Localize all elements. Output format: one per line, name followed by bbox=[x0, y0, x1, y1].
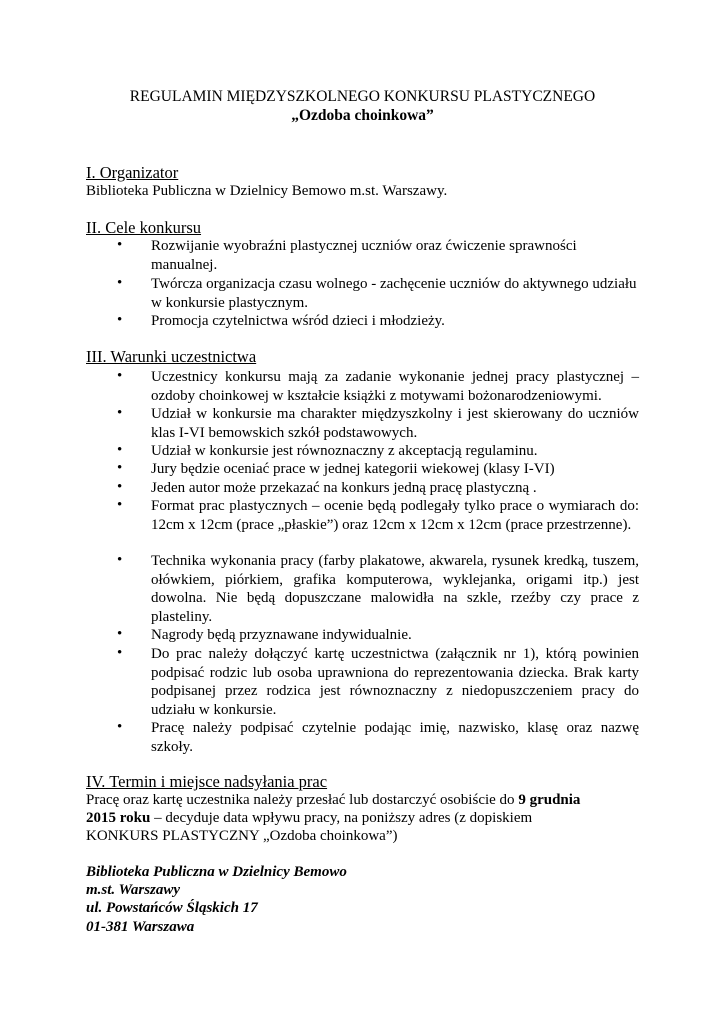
bullet: • bbox=[117, 312, 123, 328]
conditions-item: Nagrody będą przyznawane indywidualnie. bbox=[151, 627, 412, 643]
bullet: • bbox=[117, 479, 123, 495]
bullet: • bbox=[117, 719, 123, 735]
conditions-heading: III. Warunki uczestnictwa bbox=[86, 347, 257, 366]
deadline-heading: IV. Termin i miejsce nadsyłania prac bbox=[86, 772, 328, 791]
conditions-item: Technika wykonania pracy (farby plakatowe, akwarela, rysunek kredką, tuszem, ołówkiem, piórkiem, grafika komputerowa, wyklejanka, origami itp.) jest dowolna. Nie będą dopuszczane malowidła na szkle, rzeźby czy prace z plasteliny. bbox=[151, 553, 639, 625]
goals-heading: II. Cele konkursu bbox=[86, 218, 202, 237]
conditions-item: Pracę należy podpisać czytelnie podając imię, nazwisko, klasę oraz nazwę szkoły. bbox=[151, 720, 639, 755]
deadline-text: – decyduje data wpływu pracy, na poniższy adres (z dopiskiem bbox=[150, 810, 533, 826]
goals-item: Twórcza organizacja czasu wolnego - zachęcenie uczniów do aktywnego udziału w konkursie plastycznym. bbox=[151, 276, 637, 311]
conditions-item: Format prac plastycznych – ocenie będą podlegały tylko prace o wymiarach do: 12cm x 12cm (prace „płaskie”) oraz 12cm x 12cm x 12cm (prace przestrzenne). bbox=[151, 498, 639, 533]
address-line: ul. Powstańców Śląskich 17 bbox=[86, 900, 258, 916]
conditions-item: Udział w konkursie ma charakter międzyszkolny i jest skierowany do uczniów klas I-VI bemowskich szkół podstawowych. bbox=[151, 406, 639, 441]
organizer-text: Biblioteka Publiczna w Dzielnicy Bemowo m.st. Warszawy. bbox=[86, 183, 448, 199]
deadline-text-line: KONKURS PLASTYCZNY „Ozdoba choinkowa”) bbox=[86, 828, 398, 844]
bullet: • bbox=[117, 497, 123, 513]
organizer-heading: I. Organizator bbox=[86, 163, 179, 182]
address-line: m.st. Warszawy bbox=[86, 882, 181, 898]
bullet: • bbox=[117, 237, 123, 253]
deadline-text-line bbox=[86, 810, 532, 827]
conditions-item: Jury będzie oceniać prace w jednej kategorii wiekowej (klasy I-VI) bbox=[151, 461, 555, 477]
conditions-item: Do prac należy dołączyć kartę uczestnictwa (załącznik nr 1), którą powinien podpisać rodzic lub osoba uprawniona do reprezentowania dziecka. Brak karty podpisanej przez rodzica jest równoznaczny z niedopuszczeniem pracy do udziału w konkursie. bbox=[151, 646, 639, 718]
address-line: 01-381 Warszawa bbox=[86, 919, 195, 935]
conditions-item: Jeden autor może przekazać na konkurs jedną pracę plastyczną . bbox=[151, 480, 537, 496]
deadline-date: 9 grudnia bbox=[518, 792, 581, 808]
bullet: • bbox=[117, 275, 123, 291]
document-title: REGULAMIN MIĘDZYSZKOLNEGO KONKURSU PLASTYCZNEGO bbox=[129, 88, 596, 105]
deadline-text-line bbox=[86, 792, 580, 809]
address-line: Biblioteka Publiczna w Dzielnicy Bemowo bbox=[86, 864, 347, 880]
bullet: • bbox=[117, 552, 123, 568]
bullet: • bbox=[117, 645, 123, 661]
bullet: • bbox=[117, 460, 123, 476]
bullet: • bbox=[117, 626, 123, 642]
conditions-item: Uczestnicy konkursu mają za zadanie wykonanie jednej pracy plastycznej – ozdoby choinkowej w kształcie książki z motywami bożonarodzeniowymi. bbox=[151, 369, 639, 404]
deadline-text: Pracę oraz kartę uczestnika należy przesłać lub dostarczyć osobiście do bbox=[86, 792, 519, 808]
goals-item: Promocja czytelnictwa wśród dzieci i młodzieży. bbox=[151, 313, 445, 329]
conditions-item: Udział w konkursie jest równoznaczny z akceptacją regulaminu. bbox=[151, 443, 538, 459]
bullet: • bbox=[117, 368, 123, 384]
deadline-year: 2015 roku bbox=[86, 810, 151, 826]
contest-name: „Ozdoba choinkowa” bbox=[291, 107, 434, 124]
goals-item: Rozwijanie wyobraźni plastycznej uczniów oraz ćwiczenie sprawności manualnej. bbox=[151, 238, 577, 273]
bullet: • bbox=[117, 405, 123, 421]
bullet: • bbox=[117, 442, 123, 458]
